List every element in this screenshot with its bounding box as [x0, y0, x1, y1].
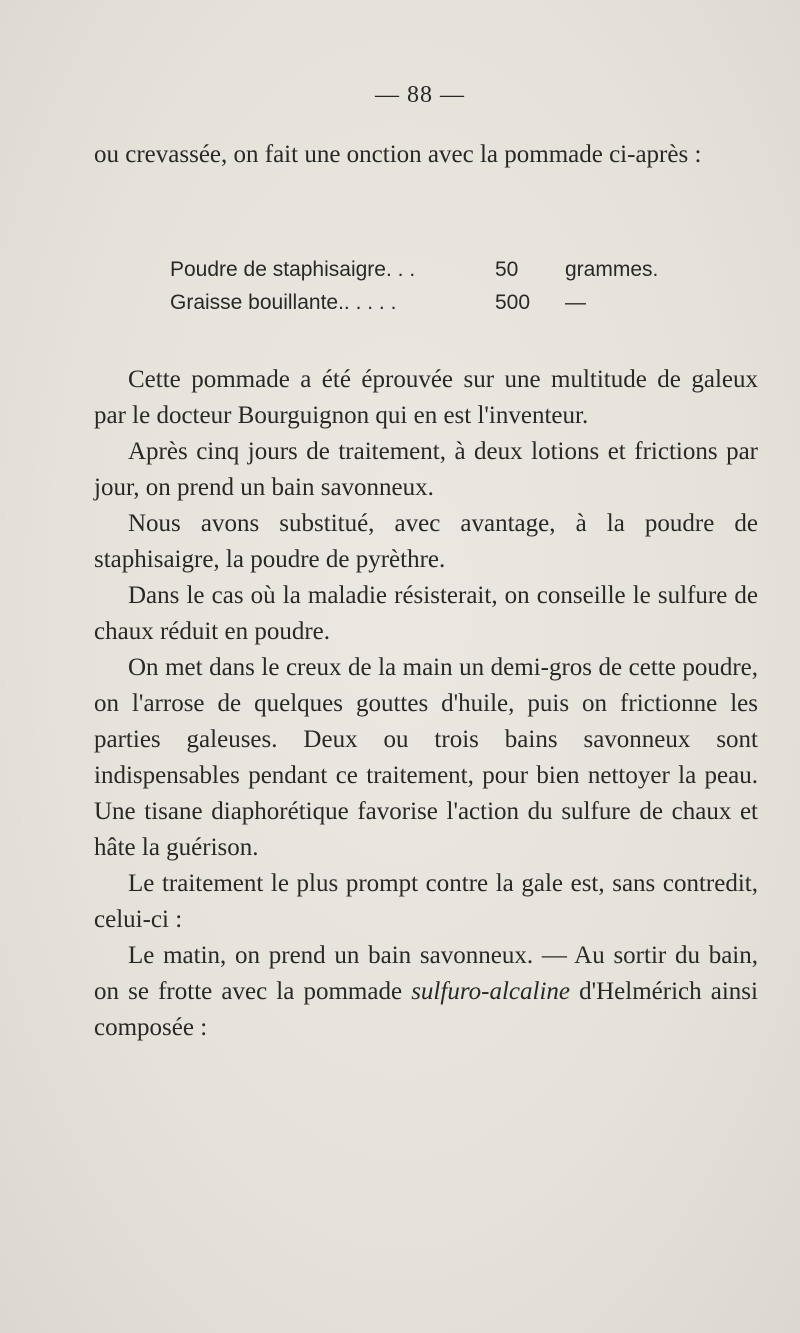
- ingredient-unit: grammes.: [565, 258, 659, 281]
- recipe-row: [170, 253, 705, 286]
- page-number: — 88 —: [375, 82, 465, 108]
- body-text: [94, 362, 758, 1046]
- body-paragraph: Dans le cas où la maladie résisterait, on conseille le sulfure de chaux réduit en poudre.: [94, 582, 758, 645]
- body-paragraph: Après cinq jours de traitement, à deux lotions et frictions par jour, on prend un bain savonneux.: [94, 438, 758, 501]
- recipe-list: [170, 253, 705, 319]
- intro-paragraph: ou crevassée, on fait une onction avec la pommade ci-après :: [94, 141, 702, 168]
- ingredient-name: Graisse bouillante.. . . . .: [170, 291, 397, 314]
- ingredient-name: Poudre de staphisaigre. . .: [170, 258, 416, 281]
- body-paragraph: Cette pommade a été éprouvée sur une multitude de galeux par le docteur Bourguignon qui en est l'inventeur.: [94, 366, 758, 429]
- intro-paragraph-block: [94, 137, 758, 173]
- body-paragraph: Nous avons substitué, avec avantage, à la poudre de staphisaigre, la poudre de pyrèthre.: [94, 510, 758, 573]
- ingredient-unit: —: [565, 291, 586, 314]
- ingredient-quantity: 50: [495, 258, 519, 281]
- last-paragraph-text-end: d'Helmérich ainsi composée :: [94, 978, 758, 1041]
- ingredient-quantity: 500: [495, 291, 531, 314]
- body-paragraph-last: [94, 938, 758, 1046]
- last-paragraph-text-start: Le matin, on prend un bain savonneux. — Au sortir du bain, on se frotte avec la pommade: [94, 942, 758, 1005]
- body-paragraph: On met dans le creux de la main un demi-gros de cette poudre, on l'arrose de quelques gouttes d'huile, puis on frictionne les parties galeuses. Deux ou trois bains savonneux sont indispensables pendant ce traitement, pour bien nettoyer la peau. Une tisane diaphorétique favorise l'action du sulfure de chaux et hâte la guérison.: [94, 654, 758, 861]
- body-paragraph: Le traitement le plus prompt contre la gale est, sans contredit, celui-ci :: [94, 870, 758, 933]
- italic-term: sulfuro-alcaline: [411, 978, 570, 1005]
- recipe-row: [170, 286, 705, 319]
